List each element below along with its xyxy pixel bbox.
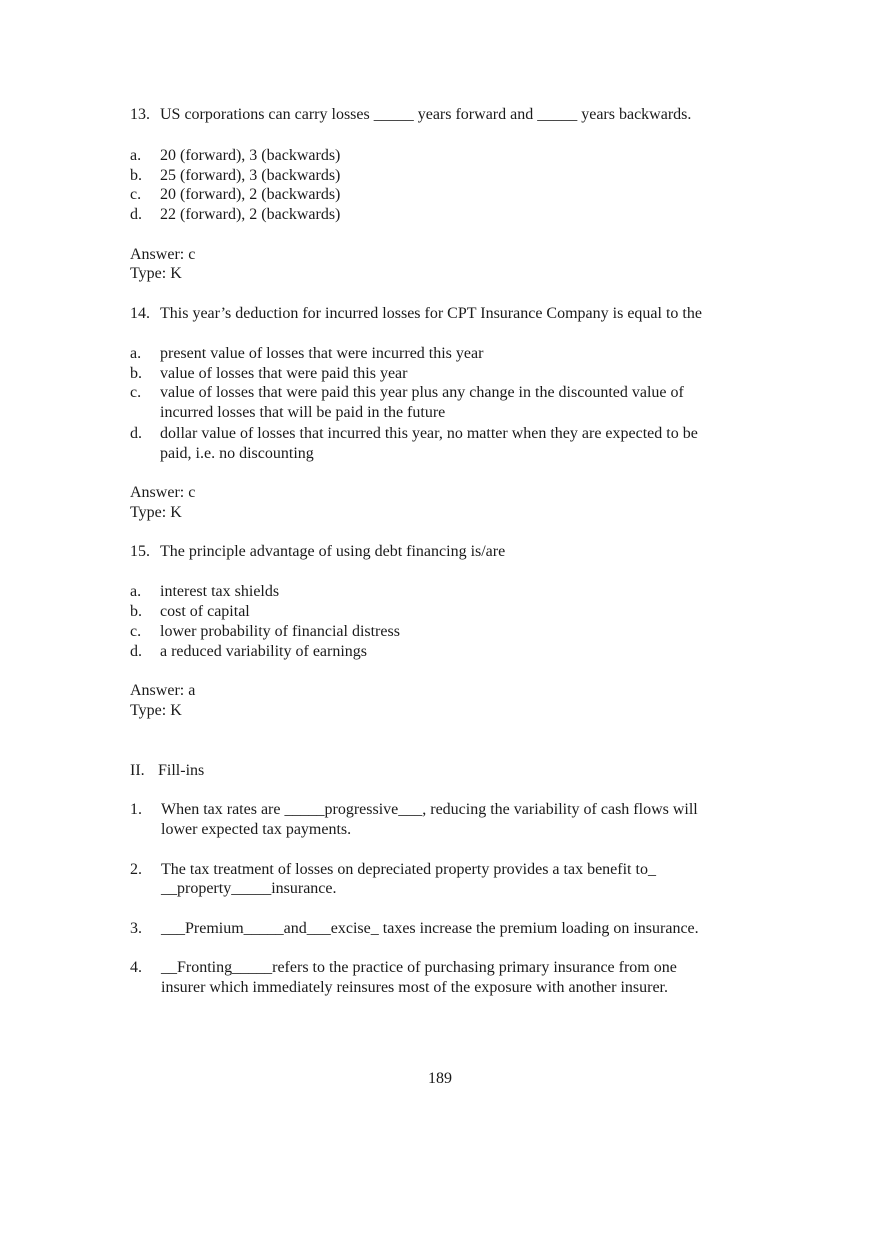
question-14-number: 14. — [130, 305, 150, 322]
type-line: Type: K — [130, 504, 182, 521]
fill-in-4-number: 4. — [130, 959, 142, 976]
option-letter: b. — [130, 167, 142, 184]
option-letter: c. — [130, 186, 142, 203]
option-letter: c. — [130, 623, 142, 640]
fill-in-text: When tax rates are — [161, 801, 285, 818]
option-letter: a. — [130, 147, 142, 164]
option-text: lower probability of financial distress — [160, 623, 400, 640]
option-text: 22 (forward), 2 (backwards) — [160, 206, 341, 223]
fill-in-3-line — [161, 919, 699, 939]
fill-in-1-number: 1. — [130, 801, 142, 818]
option-letter: d. — [130, 643, 142, 660]
answer-blank: __property_____ — [161, 880, 272, 897]
type-line: Type: K — [130, 702, 182, 719]
answer-blank: _____progressive___ — [284, 801, 423, 818]
fill-in-2-continued — [161, 879, 337, 899]
fill-in-1-line — [161, 800, 698, 820]
option-text: present value of losses that were incurred this year — [160, 345, 484, 362]
answer-line: Answer: c — [130, 484, 196, 501]
option-text: cost of capital — [160, 603, 250, 620]
option-text: interest tax shields — [160, 583, 280, 600]
fill-in-4-line — [161, 958, 677, 978]
option-text: value of losses that were paid this year — [160, 365, 408, 382]
answer-blank: __Fronting_____ — [161, 959, 273, 976]
answer-blank: ___Premium_____ — [161, 920, 284, 937]
answer-blank: ___excise_ — [306, 920, 379, 937]
option-text-continued: incurred losses that will be paid in the future — [160, 404, 446, 421]
question-15-stem: The principle advantage of using debt financing is/are — [160, 543, 506, 560]
fill-in-text: and — [283, 920, 307, 937]
page-number: 189 — [428, 1070, 452, 1087]
option-letter: d. — [130, 425, 142, 442]
fill-in-4-continued: insurer which immediately reinsures most of the exposure with another insurer. — [161, 979, 668, 996]
fill-in-text: insurance. — [271, 880, 337, 897]
fill-in-1-continued: lower expected tax payments. — [161, 821, 352, 838]
option-letter: a. — [130, 345, 142, 362]
fill-in-text: taxes increase the premium loading on insurance. — [378, 920, 699, 937]
option-text: dollar value of losses that incurred this year, no matter when they are expected to be — [160, 425, 698, 442]
section-number: II. — [130, 762, 145, 779]
option-letter: b. — [130, 603, 142, 620]
option-letter: c. — [130, 384, 142, 401]
option-text: 25 (forward), 3 (backwards) — [160, 167, 341, 184]
section-title: Fill-ins — [158, 762, 205, 779]
option-letter: b. — [130, 365, 142, 382]
fill-in-2-line: The tax treatment of losses on depreciated property provides a tax benefit to_ — [161, 861, 656, 878]
question-14-stem: This year’s deduction for incurred losses for CPT Insurance Company is equal to the — [160, 305, 702, 322]
question-15-number: 15. — [130, 543, 150, 560]
option-text-continued: paid, i.e. no discounting — [160, 445, 314, 462]
option-text: 20 (forward), 2 (backwards) — [160, 186, 341, 203]
fill-in-2-number: 2. — [130, 861, 142, 878]
question-13-stem: US corporations can carry losses _____ years forward and _____ years backwards. — [160, 106, 692, 123]
fill-in-text: refers to the practice of purchasing primary insurance from one — [272, 959, 677, 976]
option-letter: a. — [130, 583, 142, 600]
type-line: Type: K — [130, 265, 182, 282]
option-text: 20 (forward), 3 (backwards) — [160, 147, 341, 164]
option-letter: d. — [130, 206, 142, 223]
answer-line: Answer: c — [130, 246, 196, 263]
option-text: value of losses that were paid this year plus any change in the discounted value of — [160, 384, 684, 401]
answer-line: Answer: a — [130, 682, 196, 699]
question-13-number: 13. — [130, 106, 150, 123]
fill-in-text: , reducing the variability of cash flows will — [422, 801, 698, 818]
option-text: a reduced variability of earnings — [160, 643, 368, 660]
fill-in-3-number: 3. — [130, 920, 142, 937]
